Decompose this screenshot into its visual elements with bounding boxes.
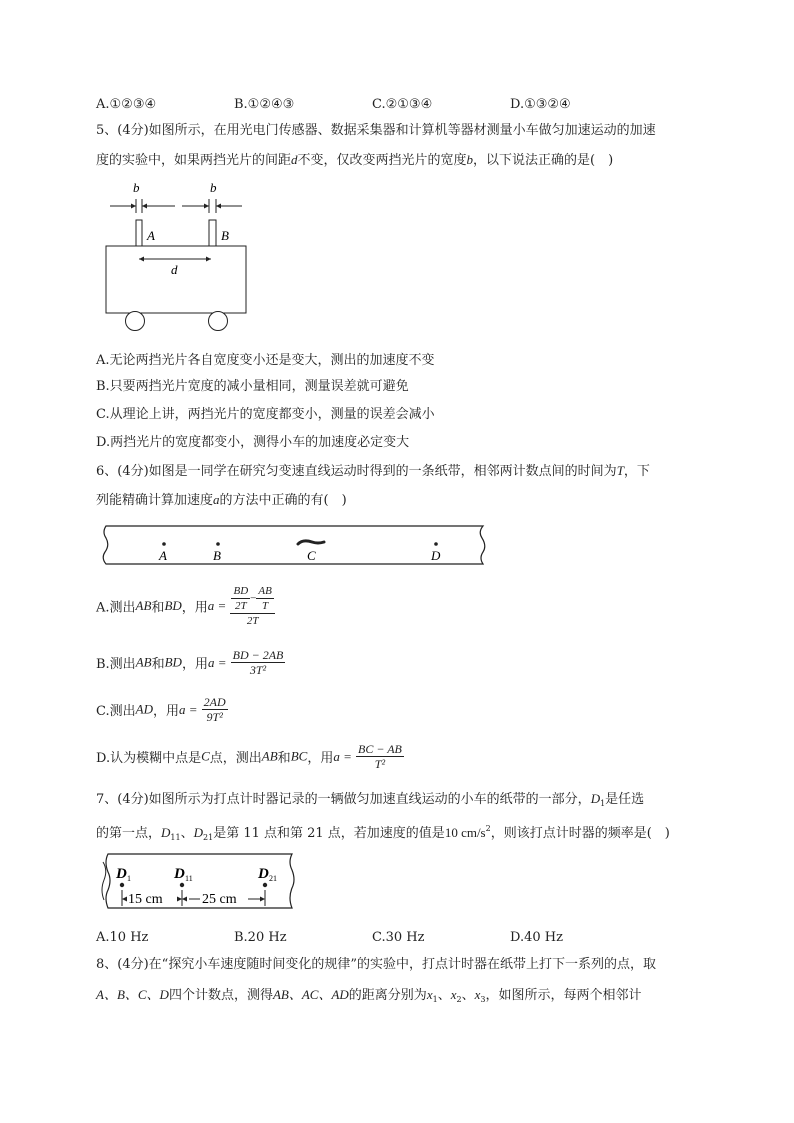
q4-option-d: D.①③②④ (510, 97, 571, 112)
q5-cart-figure (100, 178, 260, 338)
q5-fig-label-b-left: b (133, 180, 140, 195)
q6-tape-label-a: A (159, 548, 167, 563)
q7-tape-sub-1: 1 (127, 874, 131, 883)
q5-stem-line2: 度的实验中，如果两挡光片的间距d不变，仅改变两挡光片的宽度b，以下说法正确的是( ) (96, 152, 614, 168)
q6-stem-line1: 6、(4分)如图是一同学在研究匀变速直线运动时得到的一条纸带，相邻两计数点间的时间为T，下 (96, 463, 650, 479)
q7-option-a: A.10 Hz (96, 930, 149, 945)
q6-stem-line2: 列能精确计算加速度a的方法中正确的有( ) (96, 492, 347, 508)
q6-tape-label-c: C (307, 548, 316, 563)
q4-option-c: C.②①③④ (372, 97, 433, 112)
q5-stem-line1: 5、(4分)如图所示，在用光电门传感器、数据采集器和计算机等器材测量小车做匀加速运动的加速 (96, 123, 656, 138)
q7-stem-line2: 的第一点，$D_{11}$、$D_{21}$是第 11 点和第 21 点，若加速度的值是10 $cm/s^2$，则该打点计时器的频率是( ) (96, 824, 670, 842)
q5-option-a: A.无论两挡光片各自宽度变小还是变大，测出的加速度不变 (96, 353, 435, 368)
q5-option-c: C.从理论上讲，两挡光片的宽度都变小，测量的误差会减小 (96, 407, 435, 422)
q5-fig-label-b-right: b (210, 180, 217, 195)
q6-paper-tape (98, 520, 494, 570)
q8-stem-line1: 8、(4分)在“探究小车速度随时间变化的规律”的实验中，打点计时器在纸带上打下一系列的点，取 (96, 957, 656, 972)
q8-stem-line2: A、B、C、D四个计数点，测得AB、AC、AD的距离分别为$x_1$、$x_2$、$x_3$，如图所示，每两个相邻计 (96, 987, 642, 1004)
q7-option-c: C.30 Hz (372, 930, 425, 945)
q7-tape-length-25: 25 cm (202, 892, 237, 907)
q5-fig-label-a: A (147, 228, 155, 243)
q6-option-d: D.认为模糊中点是C点，测出AB和BC，用a = $\frac{BC - AB}{\text{T²}}$ (96, 742, 402, 771)
q7-tape-label-d21: D (258, 866, 269, 882)
q7-paper-tape (98, 850, 298, 916)
q7-option-d: D.40 Hz (510, 930, 563, 945)
q5-option-d: D.两挡光片的宽度都变小，测得小车的加速度必定变大 (96, 435, 410, 450)
q5-option-b: B.只要两挡光片宽度的减小量相同，测量误差就可避免 (96, 379, 409, 394)
q6-tape-label-d: D (431, 548, 441, 563)
q7-stem-line1: 7、(4分)如图所示为打点计时器记录的一辆做匀加速直线运动的小车的纸带的一部分，$D_1$是任选 (96, 791, 645, 808)
q5-fig-label-d: d (171, 262, 178, 277)
q5-fig-label-b: B (221, 228, 229, 243)
q7-tape-label-d1: D (116, 866, 127, 882)
q7-option-b: B.20 Hz (234, 930, 287, 945)
q7-tape-sub-21: 21 (269, 874, 277, 883)
q6-tape-label-b: B (213, 548, 221, 563)
q7-tape-length-15: 15 cm (128, 892, 163, 907)
q6-option-a: A.测出AB和BD，用a = $\frac{BD}{2T}$ − $\frac{AB}{T}$ 2T (96, 584, 275, 628)
q6-option-c: C.测出AD，用a = $\frac{2AD}{\text{9T²}}$ (96, 695, 226, 724)
q7-tape-label-d11: D (174, 866, 185, 882)
q4-option-a: A.①②③④ (96, 97, 157, 112)
q7-tape-sub-11: 11 (185, 874, 193, 883)
q4-option-b: B.①②④③ (234, 97, 295, 112)
q6-option-b: B.测出AB和BD，用a = $\frac{BD - 2AB}{\text{3T²}}$ (96, 648, 284, 677)
